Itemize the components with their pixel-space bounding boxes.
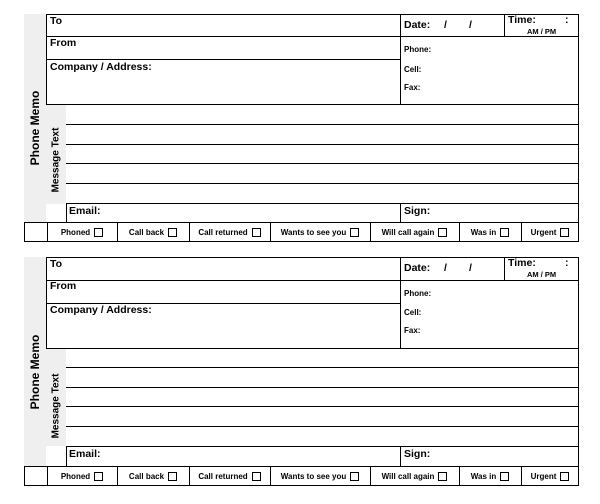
check-will-call-again[interactable]	[370, 223, 459, 241]
company-address-label: Company / Address:	[50, 61, 152, 73]
check-label: Will call again	[381, 471, 435, 481]
checkbox-row	[24, 223, 579, 242]
check-call-returned[interactable]	[189, 223, 270, 241]
check-call-returned[interactable]	[189, 467, 270, 485]
checkbox[interactable]	[560, 472, 569, 481]
check-label: Phoned	[60, 471, 91, 481]
message-text-label: Message Text	[50, 127, 62, 193]
phone-label: Phone:	[404, 45, 432, 54]
check-label: Urgent	[530, 471, 557, 481]
message-line	[66, 163, 579, 164]
phone-memo-form-2	[0, 244, 600, 488]
sign-label: Sign:	[404, 448, 431, 460]
message-text-label: Message Text	[50, 373, 62, 439]
check-wants-to-see-you[interactable]	[270, 223, 370, 241]
date-separator: /	[444, 19, 447, 31]
phone-memo-form-1	[0, 0, 600, 244]
check-label: Urgent	[530, 227, 557, 237]
checkbox[interactable]	[94, 472, 103, 481]
sign-label: Sign:	[404, 205, 431, 217]
company-line	[46, 348, 579, 349]
check-wants-to-see-you[interactable]	[270, 467, 370, 485]
checkbox[interactable]	[252, 228, 261, 237]
time-divider	[504, 257, 505, 280]
phone-label: Phone:	[404, 289, 432, 298]
check-was-in[interactable]	[459, 467, 521, 485]
time-divider	[504, 14, 505, 36]
message-line	[66, 183, 579, 184]
email-left-border	[66, 203, 67, 223]
email-label: Email:	[69, 448, 101, 460]
from-label: From	[50, 37, 77, 49]
checkbox[interactable]	[94, 228, 103, 237]
check-label: Was in	[470, 471, 497, 481]
fax-label: Fax:	[404, 326, 421, 335]
checkbox[interactable]	[438, 228, 447, 237]
message-line	[66, 446, 579, 447]
memo-title: Phone Memo	[28, 334, 42, 410]
checkbox[interactable]	[252, 472, 261, 481]
email-left-border	[66, 446, 67, 466]
cell-label: Cell:	[404, 65, 422, 74]
time-label: Time:	[508, 14, 536, 26]
check-call-back[interactable]	[117, 467, 189, 485]
checkbox[interactable]	[350, 228, 359, 237]
am-pm-label: AM / PM	[527, 270, 557, 279]
checkbox-row	[24, 467, 579, 486]
date-separator: /	[469, 262, 472, 274]
message-line	[66, 203, 579, 204]
message-line	[66, 144, 579, 145]
date-separator: /	[469, 19, 472, 31]
company-address-label: Company / Address:	[50, 304, 152, 316]
right-border	[578, 257, 579, 486]
checkbox[interactable]	[500, 228, 509, 237]
sign-divider	[400, 203, 401, 223]
check-call-back[interactable]	[117, 223, 189, 241]
message-line	[66, 124, 579, 125]
top-border	[46, 14, 579, 15]
message-line	[66, 426, 579, 427]
date-label: Date:	[404, 19, 431, 31]
time-colon: :	[565, 257, 569, 269]
check-label: Call back	[128, 471, 165, 481]
date-label: Date:	[404, 262, 431, 274]
company-line	[46, 104, 579, 105]
time-label: Time:	[508, 257, 536, 269]
check-label: Wants to see you	[280, 227, 347, 237]
check-urgent[interactable]	[521, 223, 579, 241]
am-pm-label: AM / PM	[527, 27, 557, 36]
check-urgent[interactable]	[521, 467, 579, 485]
to-line	[46, 280, 579, 281]
email-label: Email:	[69, 205, 101, 217]
message-line	[66, 367, 579, 368]
checkbox[interactable]	[168, 228, 177, 237]
check-label: Call returned	[198, 471, 248, 481]
checkbox[interactable]	[438, 472, 447, 481]
check-label: Was in	[470, 227, 497, 237]
check-phoned[interactable]	[47, 223, 117, 241]
cell-label: Cell:	[404, 308, 422, 317]
checkbox[interactable]	[350, 472, 359, 481]
to-label: To	[50, 15, 63, 27]
check-label: Wants to see you	[280, 471, 347, 481]
check-label: Phoned	[60, 227, 91, 237]
from-label: From	[50, 280, 77, 292]
memo-title: Phone Memo	[28, 90, 42, 166]
fax-label: Fax:	[404, 83, 421, 92]
check-was-in[interactable]	[459, 223, 521, 241]
check-phoned[interactable]	[47, 467, 117, 485]
check-label: Will call again	[381, 227, 435, 237]
check-will-call-again[interactable]	[370, 467, 459, 485]
message-line	[66, 387, 579, 388]
message-line	[66, 406, 579, 407]
check-label: Call returned	[198, 227, 248, 237]
check-label: Call back	[128, 227, 165, 237]
time-colon: :	[565, 14, 569, 26]
from-line	[46, 59, 401, 60]
checkbox[interactable]	[560, 228, 569, 237]
right-border	[578, 14, 579, 242]
date-separator: /	[444, 262, 447, 274]
checkbox[interactable]	[168, 472, 177, 481]
sign-divider	[400, 446, 401, 466]
to-line	[46, 36, 579, 37]
checkbox[interactable]	[500, 472, 509, 481]
to-label: To	[50, 258, 63, 270]
top-border	[46, 257, 579, 258]
